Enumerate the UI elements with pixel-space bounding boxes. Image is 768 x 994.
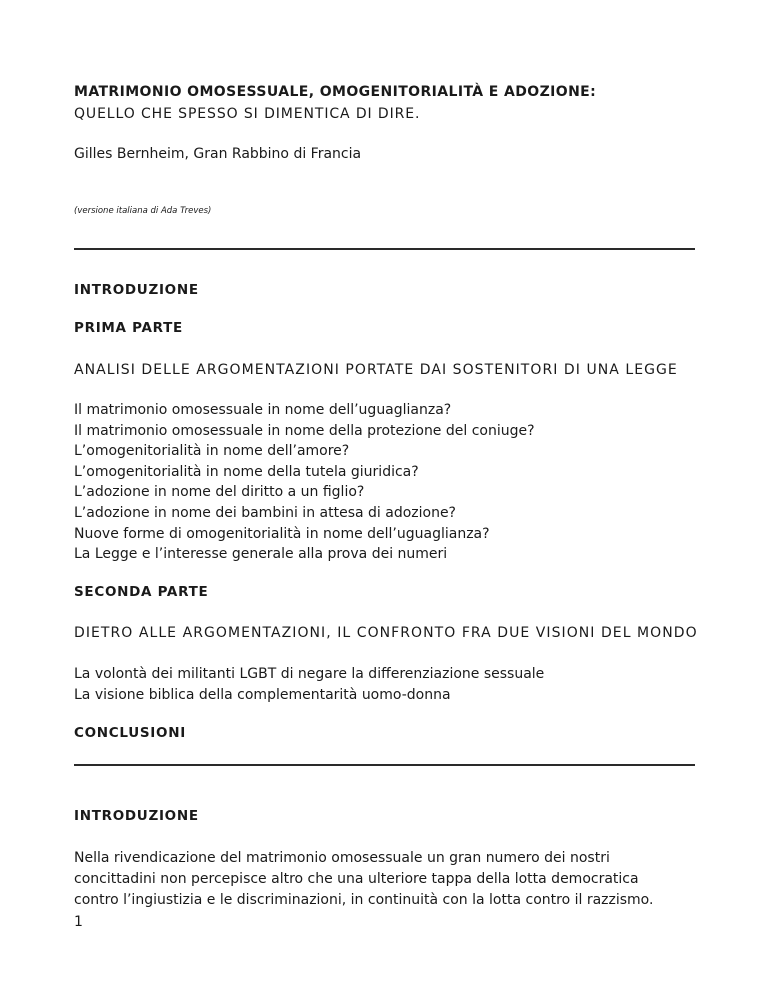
toc-part2-subheading: DIETRO ALLE ARGOMENTAZIONI, IL CONFRONTO FRA DUE VISIONI DEL MONDO: [74, 625, 698, 641]
toc-part1-list: [74, 400, 535, 565]
introduction-paragraph: [74, 848, 696, 911]
list-item: L’adozione in nome dei bambini in attesa di adozione?: [74, 504, 456, 521]
list-item: La visione biblica della complementarità uomo-donna: [74, 686, 451, 703]
document-subtitle: QUELLO CHE SPESSO SI DIMENTICA DI DIRE.: [74, 106, 421, 122]
list-item: Il matrimonio omosessuale in nome della protezione del coniuge?: [74, 422, 535, 439]
divider-bottom: [74, 764, 695, 766]
divider-top: [74, 248, 695, 250]
paragraph-line: concittadini non percepisce altro che una ulteriore tappa della lotta democratica: [74, 871, 639, 887]
toc-part2-heading: SECONDA PARTE: [74, 584, 209, 600]
paragraph-line: Nella rivendicazione del matrimonio omosessuale un gran numero dei nostri: [74, 850, 610, 866]
list-item: Nuove forme di omogenitorialità in nome dell’uguaglianza?: [74, 525, 490, 542]
document-author: Gilles Bernheim, Gran Rabbino di Francia: [74, 146, 362, 162]
list-item: La volontà dei militanti LGBT di negare la differenziazione sessuale: [74, 666, 545, 682]
toc-part1-subheading: ANALISI DELLE ARGOMENTAZIONI PORTATE DAI SOSTENITORI DI UNA LEGGE: [74, 362, 678, 378]
toc-conclusions: CONCLUSIONI: [74, 725, 186, 741]
translator-note: (versione italiana di Ada Treves): [74, 206, 212, 216]
list-item: L’omogenitorialità in nome della tutela giuridica?: [74, 463, 419, 480]
document-title: MATRIMONIO OMOSESSUALE, OMOGENITORIALITÀ E ADOZIONE:: [74, 84, 597, 100]
page-number: 1: [74, 914, 83, 930]
toc-introduction: INTRODUZIONE: [74, 282, 199, 298]
section-heading-introduction: INTRODUZIONE: [74, 808, 199, 824]
list-item: Il matrimonio omosessuale in nome dell’uguaglianza?: [74, 402, 452, 418]
list-item: L’omogenitorialità in nome dell’amore?: [74, 443, 350, 460]
toc-part1-heading: PRIMA PARTE: [74, 320, 183, 336]
list-item: La Legge e l’interesse generale alla prova dei numeri: [74, 546, 448, 563]
toc-part2-list: [74, 664, 544, 705]
paragraph-line: contro l’ingiustizia e le discriminazioni, in continuità con la lotta contro il razzismo.: [74, 892, 654, 908]
list-item: L’adozione in nome del diritto a un figlio?: [74, 484, 365, 501]
